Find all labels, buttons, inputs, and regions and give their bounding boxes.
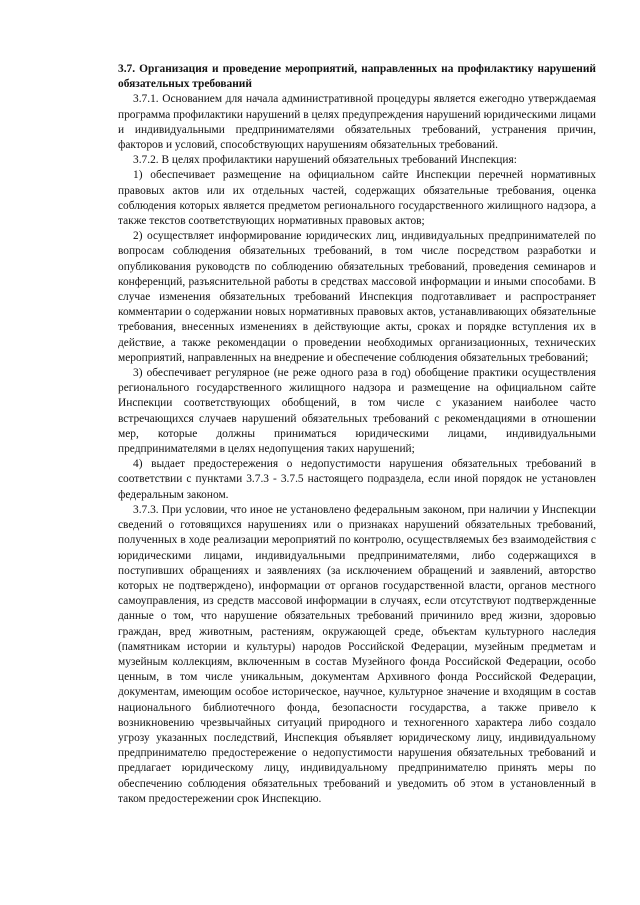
paragraph-text: 3.7.3. При условии, что иное не установлено федеральным законом, при наличии у Инспекции сведений о готовящихся нарушениях или о признаках нарушений обязательных требований, полученных в ходе реализации мероприятий по контролю, осуществляемых без взаимодействия с юридическими лицами, индивидуальными предпринимателями, либо содержащихся в поступивших обращениях и заявлениях (за исключением обращений и заявлений, авторство которых не подтверждено), информации от органов государственной власти, органов местного самоуправления, из средств массовой информации в случаях, если отсутствуют подтвержденные данные о том, что нарушение обязательных требований причинило вред жизни, здоровью граждан, вред животным, растениям, окружающей среде, объектам культурного наследия (памятникам истории и культуры) народов Российской Федерации, музейным предметам и музейным коллекциям, включенным в состав Музейного фонда Российской Федерации, особо ценным, в том числе уникальным, документам Архивного фонда Российской Федерации, документам, имеющим особое историческое, научное, культурное значение и входящим в состав национального библиотечного фонда, безопасности государства, а также привело к возникновению чрезвычайных ситуаций природного и техногенного характера либо создало угрозу указанных последствий, Инспекция объявляет юридическому лицу, индивидуальному предпринимателю предостережение о недопустимости нарушения обязательных требований и предлагает юридическому лицу, индивидуальному предпринимателю принять меры по обеспечению соблюдения обязательных требований и уведомить об этом в установленный в таком предостережении срок Инспекцию.: [118, 503, 596, 805]
paragraph-item-3: [118, 366, 596, 457]
paragraph-3-7-2: [118, 153, 596, 168]
paragraph-text: 3.7.2. В целях профилактики нарушений обязательных требований Инспекция:: [133, 154, 517, 167]
paragraph-item-4: [118, 457, 596, 503]
paragraph-3-7-3: [118, 503, 596, 807]
paragraph-item-1: [118, 168, 596, 229]
paragraph-text: 1) обеспечивает размещение на официальном сайте Инспекции перечней нормативных правовых актов или их отдельных частей, содержащих обязательные требования, оценка соблюдения которых является предметом регионального государственного жилищного надзора, а также текстов соответствующих нормативных правовых актов;: [118, 169, 596, 228]
paragraph-text: 3) обеспечивает регулярное (не реже одного раза в год) обобщение практики осуществления регионального государственного жилищного надзора и размещение на официальном сайте Инспекции соответствующих обобщений, в том числе с указанием наиболее часто встречающихся случаев нарушений обязательных требований с рекомендациями в отношении мер, которые должны приниматься юридическими лицами, индивидуальными предпринимателями в целях недопущения таких нарушений;: [118, 367, 596, 456]
paragraph-text: 3.7.1. Основанием для начала административной процедуры является ежегодно утверждаемая программа профилактики нарушений в целях предупреждения нарушений юридическими лицами и индивидуальными предпринимателями обязательных требований, устранения причин, факторов и условий, способствующих нарушениям обязательных требований.: [118, 93, 596, 152]
paragraph-item-2: [118, 229, 596, 366]
section-heading: 3.7. Организация и проведение мероприятий, направленных на профилактику нарушений обязательных требований: [118, 63, 596, 91]
document-page: [118, 62, 596, 807]
paragraph-text: 4) выдает предостережения о недопустимости нарушения обязательных требований в соответствии с пунктами 3.7.3 - 3.7.5 настоящего подраздела, если иной порядок не установлен федеральным законом.: [118, 458, 596, 501]
paragraph-text: 2) осуществляет информирование юридических лиц, индивидуальных предпринимателей по вопросам соблюдения обязательных требований, в том числе посредством разработки и опубликования руководств по соблюдению обязательных требований, проведения семинаров и конференций, разъяснительной работы в средствах массовой информации и иными способами. В случае изменения обязательных требований Инспекция подготавливает и распространяет комментарии о содержании новых нормативных правовых актов, устанавливающих обязательные требования, внесенных изменениях в действующие акты, сроках и порядке вступления их в действие, а также рекомендации о проведении необходимых организационных, технических мероприятий, направленных на внедрение и обеспечение соблюдения обязательных требований;: [118, 230, 596, 364]
paragraph-3-7-1: [118, 92, 596, 153]
